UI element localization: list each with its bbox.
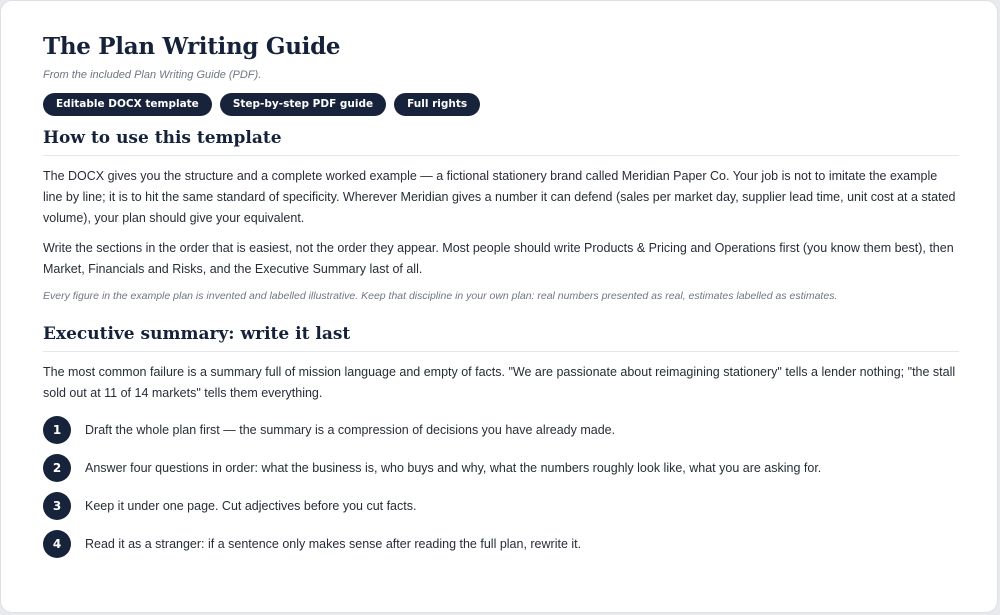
page-subtitle: From the included Plan Writing Guide (PDF).	[43, 69, 262, 81]
page-title: The Plan Writing Guide	[43, 33, 341, 60]
feature-badges	[43, 93, 955, 116]
summary-paragraph: The most common failure is a summary full of mission language and empty of facts. "We are passionate about reimagining stationery" tells a lender nothing; "the stall sold out at 11 of 14 markets" tells them everything.	[43, 365, 956, 400]
step-number-badge: 2	[43, 454, 71, 482]
summary-steps-list	[43, 416, 955, 558]
list-item	[43, 492, 955, 520]
section-heading-summary: Executive summary: write it last	[43, 323, 959, 352]
badge-docx-template: Editable DOCX template	[43, 93, 212, 116]
usage-paragraph: The DOCX gives you the structure and a complete worked example — a fictional stationery brand called Meridian Paper Co. Your job is not to imitate the example line by line; it is to hit the same standard of specificity. Wherever Meridian gives a number it can defend (sales per market day, supplier lead time, unit cost at a stated volume), your plan should give your equivalent.	[43, 169, 956, 225]
list-item	[43, 530, 955, 558]
step-number-badge: 4	[43, 530, 71, 558]
list-item	[43, 454, 955, 482]
step-number-badge: 1	[43, 416, 71, 444]
step-text: Keep it under one page. Cut adjectives before you cut facts.	[85, 499, 417, 513]
usage-paragraph: Write the sections in the order that is easiest, not the order they appear. Most people should write Products & Pricing and Operations first (you know them best), then Market, Financials and Risks, and the Executive Summary last of all.	[43, 241, 954, 276]
step-text: Draft the whole plan first — the summary is a compression of decisions you have already made.	[85, 423, 616, 437]
section-heading-usage: How to use this template	[43, 127, 959, 156]
list-item	[43, 416, 955, 444]
step-number-badge: 3	[43, 492, 71, 520]
step-text: Answer four questions in order: what the business is, who buys and why, what the numbers roughly look like, what you are asking for.	[85, 461, 822, 475]
illustrative-note: Every figure in the example plan is invented and labelled illustrative. Keep that discipline in your own plan: real numbers presented as real, estimates labelled as estimates.	[43, 290, 838, 302]
badge-full-rights: Full rights	[394, 93, 480, 116]
badge-pdf-guide: Step-by-step PDF guide	[220, 93, 386, 116]
step-text: Read it as a stranger: if a sentence only makes sense after reading the full plan, rewrite it.	[85, 537, 582, 551]
